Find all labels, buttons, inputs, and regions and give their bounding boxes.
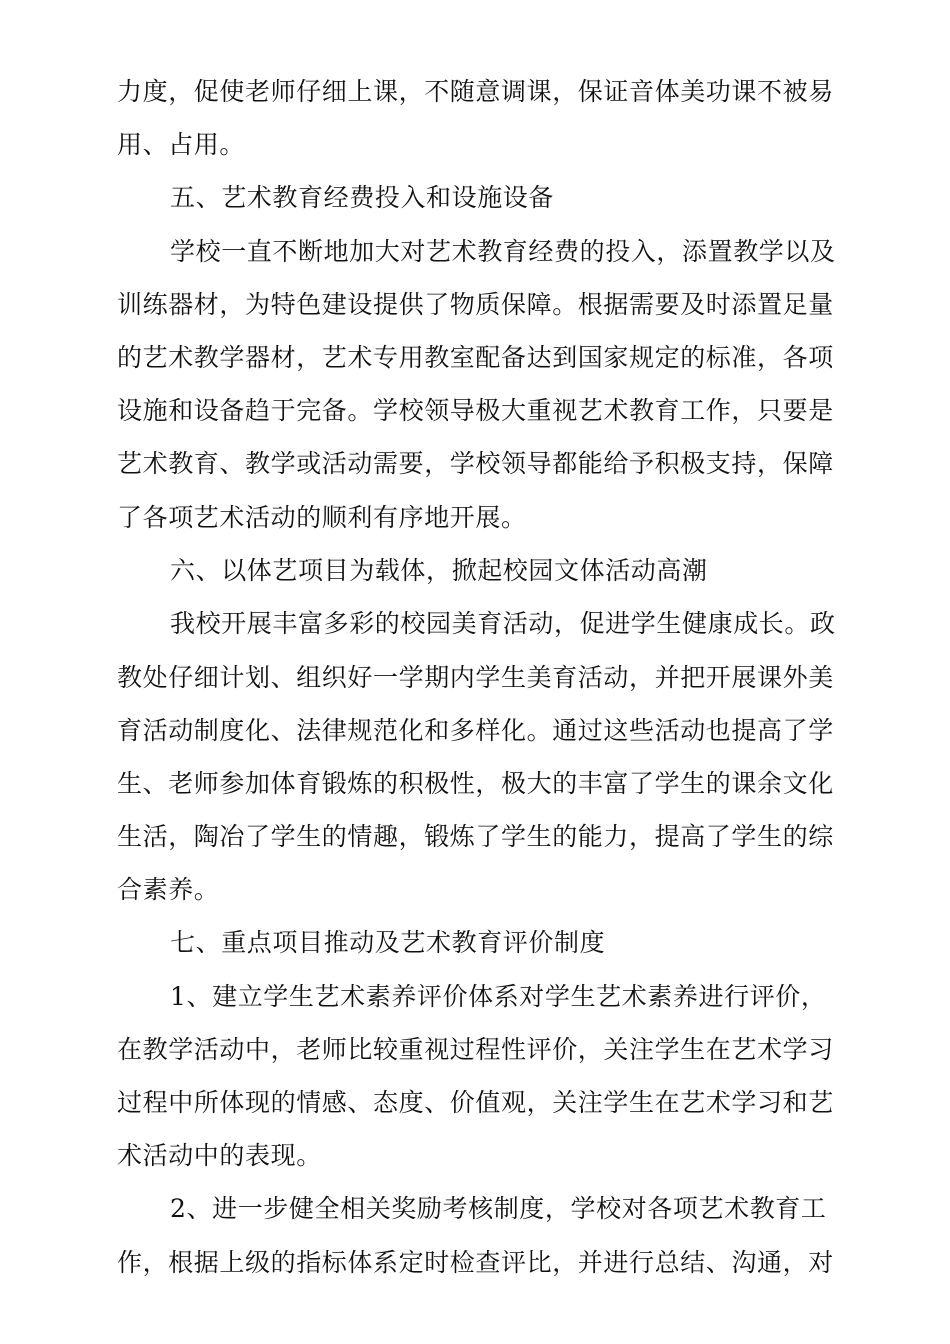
paragraph-line: 设施和设备趋于完备。学校领导极大重视艺术教育工作，只要是	[117, 396, 834, 425]
paragraph-line: 合素养。	[117, 875, 220, 904]
paragraph-line: 我校开展丰富多彩的校园美育活动，促进学生健康成长。政	[170, 609, 836, 638]
paragraph-line: 在教学活动中，老师比较重视过程性评价，关注学生在艺术学习	[117, 1035, 834, 1064]
section-heading: 七、重点项目推动及艺术教育评价制度	[170, 928, 606, 957]
paragraph-line: 生、老师参加体育锻炼的积极性，极大的丰富了学生的课余文化	[117, 769, 834, 798]
paragraph-line: 育活动制度化、法律规范化和多样化。通过这些活动也提高了学	[117, 716, 834, 745]
paragraph-line: 教处仔细计划、组织好一学期内学生美育活动，并把开展课外美	[117, 663, 834, 692]
section-heading: 五、艺术教育经费投入和设施设备	[170, 183, 555, 212]
paragraph-line: 1、建立学生艺术素养评价体系对学生艺术素养进行评价，	[170, 982, 827, 1011]
paragraph-line: 生活，陶冶了学生的情趣，锻炼了学生的能力，提高了学生的综	[117, 822, 834, 851]
paragraph-line: 2、进一步健全相关奖励考核制度，学校对各项艺术教育工	[170, 1194, 827, 1223]
paragraph-line: 艺术教育、教学或活动需要，学校领导都能给予积极支持，保障	[117, 449, 834, 478]
paragraph-line: 的艺术教学器材，艺术专用教室配备达到国家规定的标准，各项	[117, 343, 834, 372]
paragraph-line: 了各项艺术活动的顺利有序地开展。	[117, 503, 527, 532]
paragraph-line: 训练器材，为特色建设提供了物质保障。根据需要及时添置足量	[117, 290, 834, 319]
paragraph-line: 用、占用。	[117, 130, 246, 159]
paragraph-line: 术活动中的表现。	[117, 1141, 322, 1170]
paragraph-line: 力度，促使老师仔细上课，不随意调课，保证音体美功课不被易	[117, 77, 834, 106]
paragraph-line: 过程中所体现的情感、态度、价值观，关注学生在艺术学习和艺	[117, 1088, 834, 1117]
paragraph-line: 学校一直不断地加大对艺术教育经费的投入，添置教学以及	[170, 237, 836, 266]
section-heading: 六、以体艺项目为载体，掀起校园文体活动高潮	[170, 556, 708, 585]
paragraph-line: 作，根据上级的指标体系定时检查评比，并进行总结、沟通，对	[117, 1248, 834, 1277]
